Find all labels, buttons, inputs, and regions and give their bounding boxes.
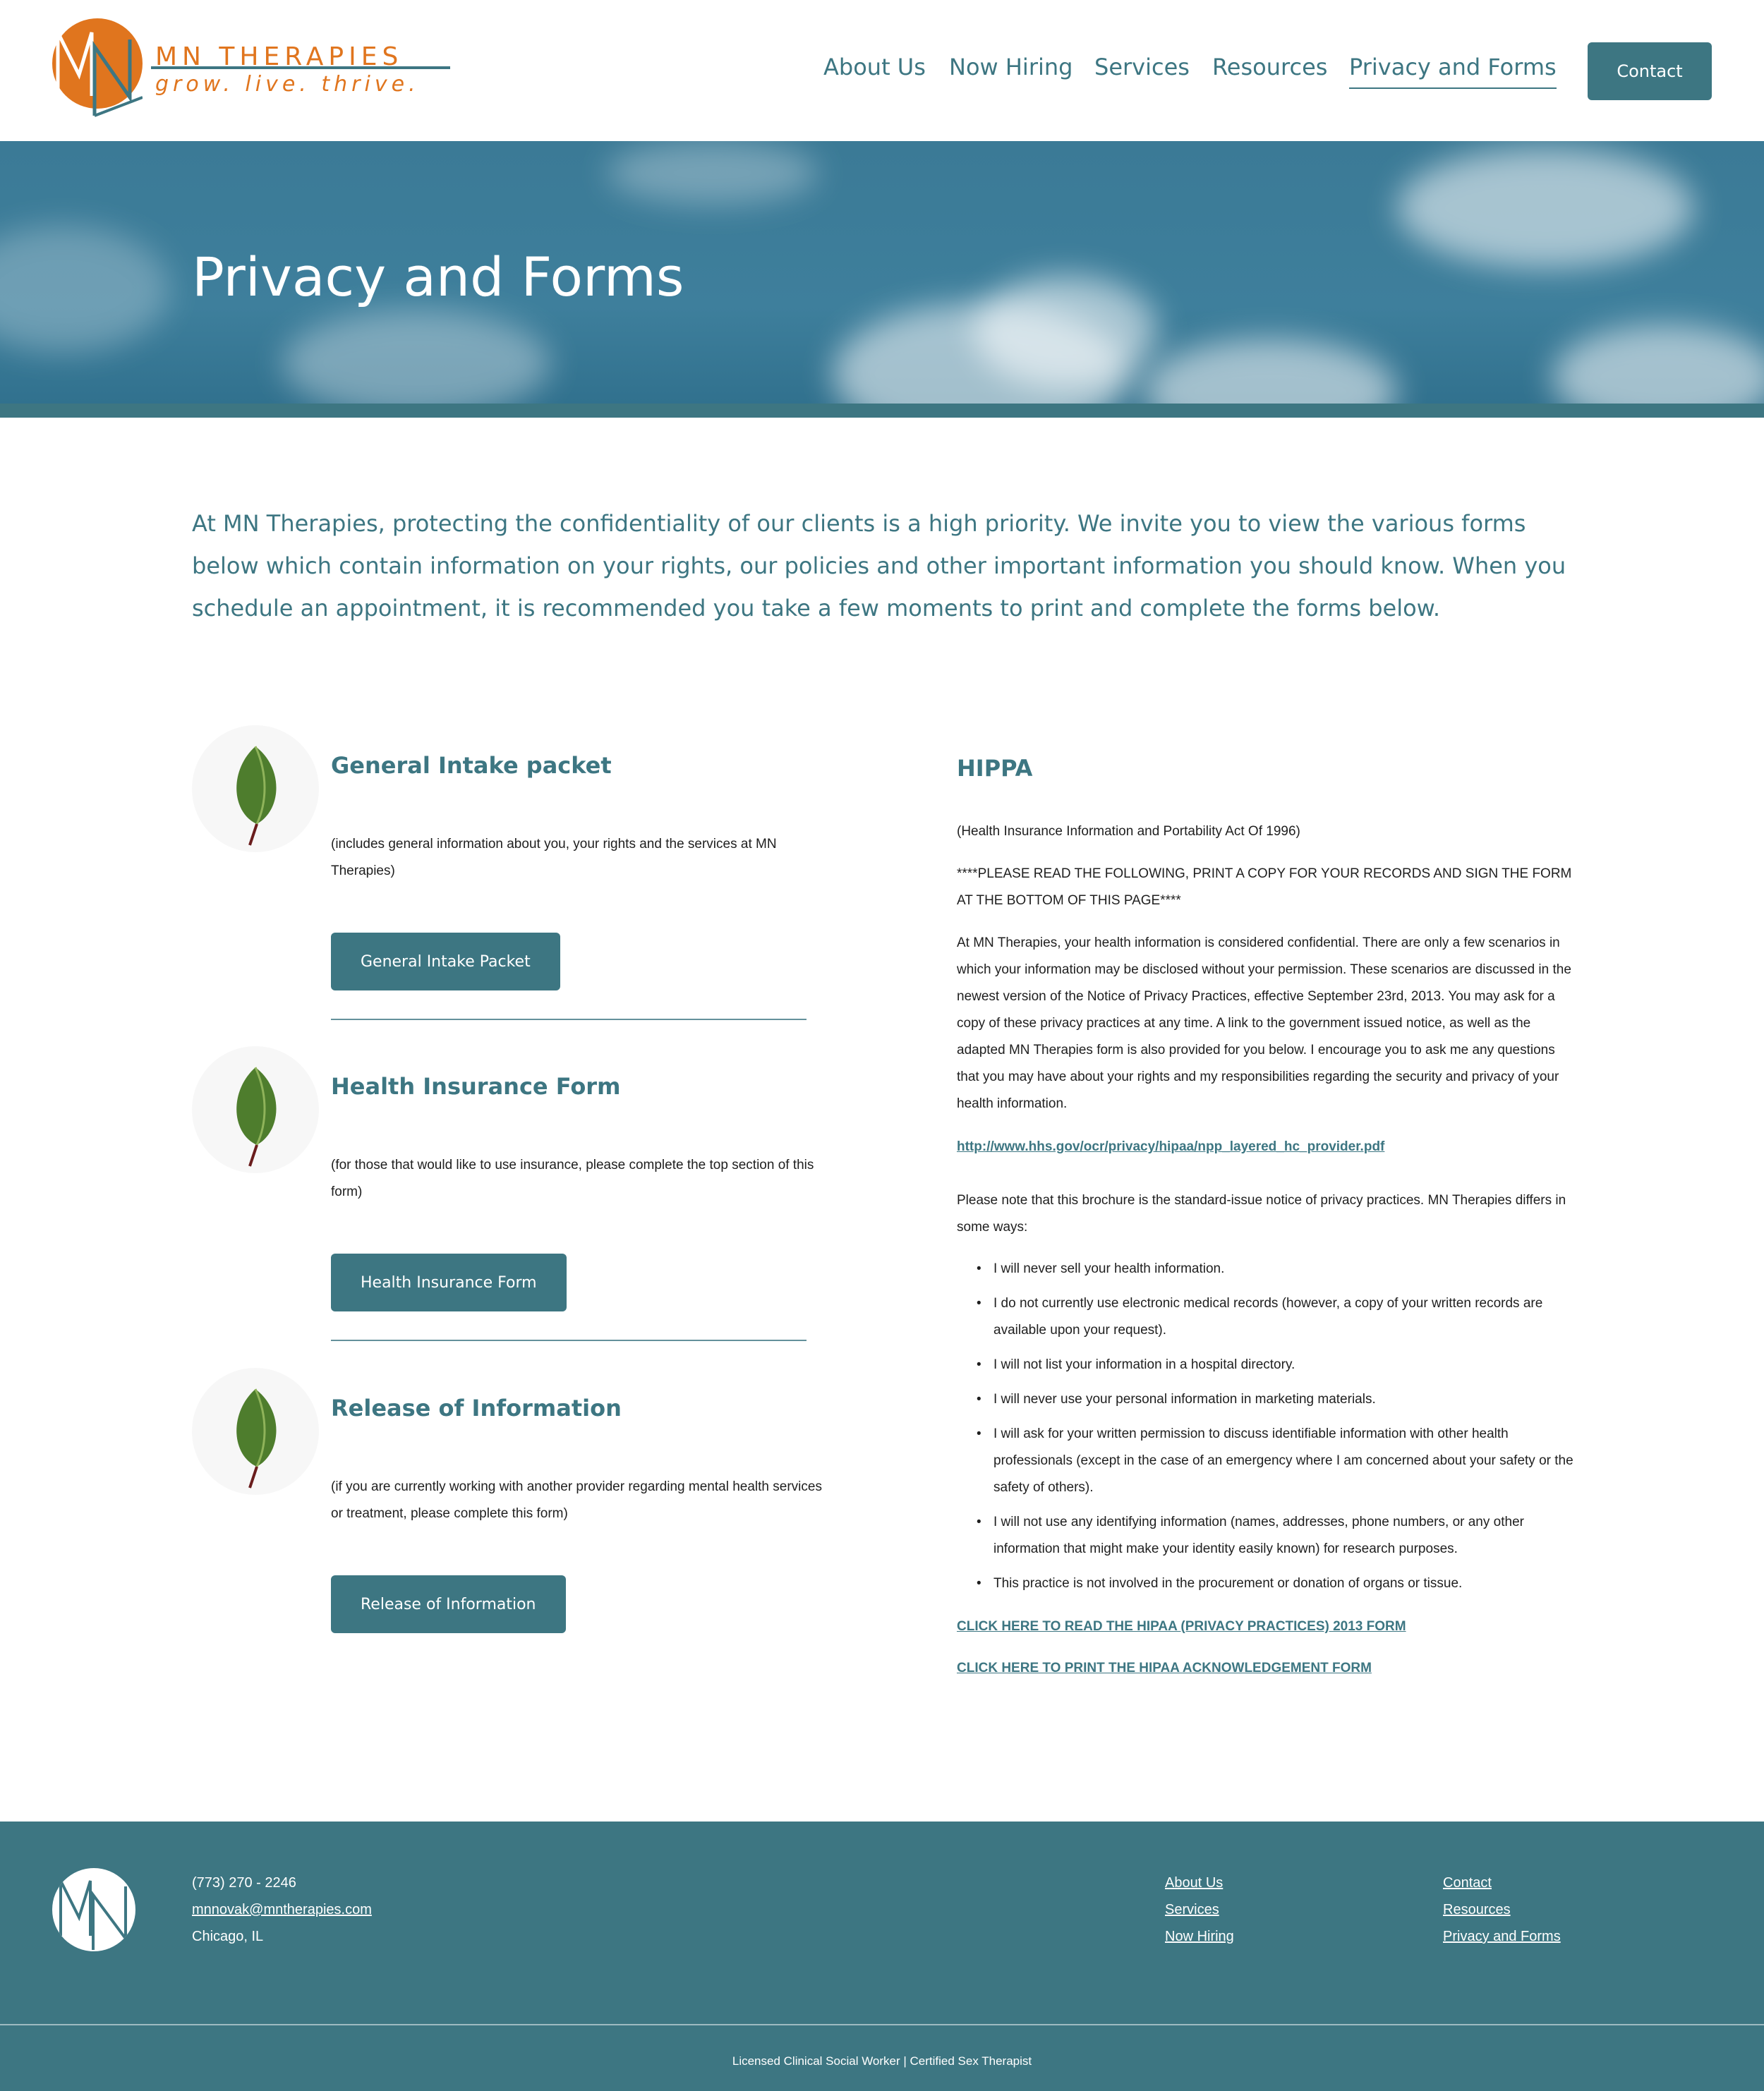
hippa-title: HIPPA bbox=[957, 755, 1033, 782]
form-item-general-intake bbox=[192, 725, 827, 1022]
list-item: • I will never use your personal information in marketing materials. bbox=[977, 1386, 1578, 1413]
list-item: • I will ask for your written permission to discuss identifiable information with other health professionals (except in the case of an emergency where I am concerned about your safety or the safety of others). bbox=[977, 1421, 1578, 1501]
gov-notice-link[interactable]: http://www.hhs.gov/ocr/privacy/hipaa/npp_layered_hc_provider.pdf bbox=[957, 1139, 1385, 1154]
gov-link-row bbox=[957, 1134, 1578, 1160]
leaf-icon-wrapper bbox=[192, 725, 319, 852]
form-title: General Intake packet bbox=[331, 752, 612, 779]
hippa-notice: ****PLEASE READ THE FOLLOWING, PRINT A COPY FOR YOUR RECORDS AND SIGN THE FORM AT THE BOTTOM OF THIS PAGE**** bbox=[957, 866, 1572, 908]
hippa-body: At MN Therapies, your health information is considered confidential. There are only a few scenarios in which your information may be disclosed without your permission. These scenarios are discussed in the newest version of the Notice of Privacy Practices, effective September 23rd, 2013. You may ask for a copy of these privacy practices at any time. A link to the government issued notice, as well as the adapted MN Therapies form is also provided for you below. I encourage you to ask me any questions that you may have about your rights and my responsibilities regarding the security and privacy of your health information. bbox=[957, 935, 1571, 1111]
footer-link-privacy-and-forms[interactable]: Privacy and Forms bbox=[1443, 1929, 1561, 1944]
footer-divider bbox=[0, 2024, 1764, 2025]
footer-link-now-hiring[interactable]: Now Hiring bbox=[1165, 1929, 1234, 1944]
footer-links-col-2 bbox=[1443, 1869, 1561, 1950]
hippa-subtitle: (Health Insurance Information and Portability Act Of 1996) bbox=[957, 824, 1300, 839]
nav-resources[interactable]: Resources bbox=[1212, 54, 1328, 80]
general-intake-packet-button[interactable]: General Intake Packet bbox=[331, 933, 560, 990]
form-item-release-of-information bbox=[192, 1368, 827, 1650]
site-footer bbox=[0, 1822, 1764, 2091]
hippa-note: Please note that this brochure is the standard-issue notice of privacy practices. MN Therapies differs in some ways: bbox=[957, 1193, 1566, 1235]
footer-logo[interactable] bbox=[52, 1868, 135, 1951]
divider bbox=[331, 1019, 807, 1020]
health-insurance-form-button[interactable]: Health Insurance Form bbox=[331, 1254, 567, 1311]
footer-email-link[interactable]: mnnovak@mntherapies.com bbox=[192, 1902, 372, 1917]
logo[interactable] bbox=[52, 18, 420, 124]
site-header bbox=[0, 0, 1764, 141]
logo-mark-icon bbox=[52, 18, 143, 119]
logo-tagline: grow. live. thrive. bbox=[155, 72, 420, 97]
leaf-icon-wrapper bbox=[192, 1368, 319, 1495]
footer-location: Chicago, IL bbox=[192, 1929, 264, 1944]
list-item: • I will not list your information in a hospital directory. bbox=[977, 1352, 1578, 1378]
leaf-icon bbox=[192, 1368, 319, 1495]
form-item-health-insurance bbox=[192, 1046, 827, 1343]
print-hipaa-form-link[interactable]: CLICK HERE TO PRINT THE HIPAA ACKNOWLEDGEMENT FORM bbox=[957, 1661, 1372, 1675]
leaf-icon bbox=[192, 725, 319, 852]
footer-logo-mark-icon bbox=[52, 1868, 135, 1951]
hero-band bbox=[0, 404, 1764, 418]
form-title: Health Insurance Form bbox=[331, 1073, 621, 1100]
footer-links-col-1 bbox=[1165, 1869, 1234, 1950]
leaf-icon bbox=[192, 1046, 319, 1173]
footer-link-about-us[interactable]: About Us bbox=[1165, 1875, 1224, 1891]
form-description: (if you are currently working with another provider regarding mental health services or treatment, please complete this form) bbox=[331, 1479, 822, 1521]
list-item: • I will not use any identifying information (names, addresses, phone numbers, or any other information that might make your identity easily known) for research purposes. bbox=[977, 1509, 1578, 1563]
divider bbox=[331, 1340, 807, 1341]
nav-privacy-and-forms[interactable]: Privacy and Forms bbox=[1349, 54, 1557, 89]
leaf-icon-wrapper bbox=[192, 1046, 319, 1173]
form-description: (for those that would like to use insurance, please complete the top section of this form) bbox=[331, 1158, 814, 1199]
read-hipaa-form-link[interactable]: CLICK HERE TO READ THE HIPAA (PRIVACY PRACTICES) 2013 FORM bbox=[957, 1619, 1406, 1634]
hero-banner bbox=[0, 141, 1764, 418]
nav-about-us[interactable]: About Us bbox=[823, 54, 926, 80]
page-title: Privacy and Forms bbox=[192, 246, 684, 308]
footer-contact bbox=[192, 1869, 372, 1950]
form-title: Release of Information bbox=[331, 1395, 622, 1422]
form-description: (includes general information about you, your rights and the services at MN Therapies) bbox=[331, 837, 777, 878]
footer-link-contact[interactable]: Contact bbox=[1443, 1875, 1492, 1891]
read-link-row bbox=[957, 1613, 1578, 1640]
footer-link-services[interactable]: Services bbox=[1165, 1902, 1219, 1917]
hippa-bullet-list bbox=[977, 1256, 1578, 1605]
release-of-information-button[interactable]: Release of Information bbox=[331, 1575, 566, 1633]
logo-name: MN THERAPIES bbox=[155, 42, 404, 71]
print-link-row bbox=[957, 1655, 1578, 1682]
nav-services[interactable]: Services bbox=[1094, 54, 1190, 80]
list-item: • This practice is not involved in the procurement or donation of organs or tissue. bbox=[977, 1570, 1578, 1597]
list-item: • I will never sell your health information. bbox=[977, 1256, 1578, 1283]
footer-credentials: Licensed Clinical Social Worker | Certified Sex Therapist bbox=[732, 2054, 1032, 2068]
nav-now-hiring[interactable]: Now Hiring bbox=[949, 54, 1073, 80]
contact-button[interactable]: Contact bbox=[1588, 42, 1712, 100]
footer-phone[interactable]: (773) 270 - 2246 bbox=[192, 1875, 296, 1891]
list-item: • I do not currently use electronic medical records (however, a copy of your written records are available upon your request). bbox=[977, 1290, 1578, 1344]
intro-text: At MN Therapies, protecting the confidentiality of our clients is a high priority. We invite you to view the various forms below which contain information on your rights, our policies and other important information you should know. When you schedule an appointment, it is recommended you take a few moments to print and complete the forms below. bbox=[192, 510, 1566, 622]
footer-link-resources[interactable]: Resources bbox=[1443, 1902, 1511, 1917]
